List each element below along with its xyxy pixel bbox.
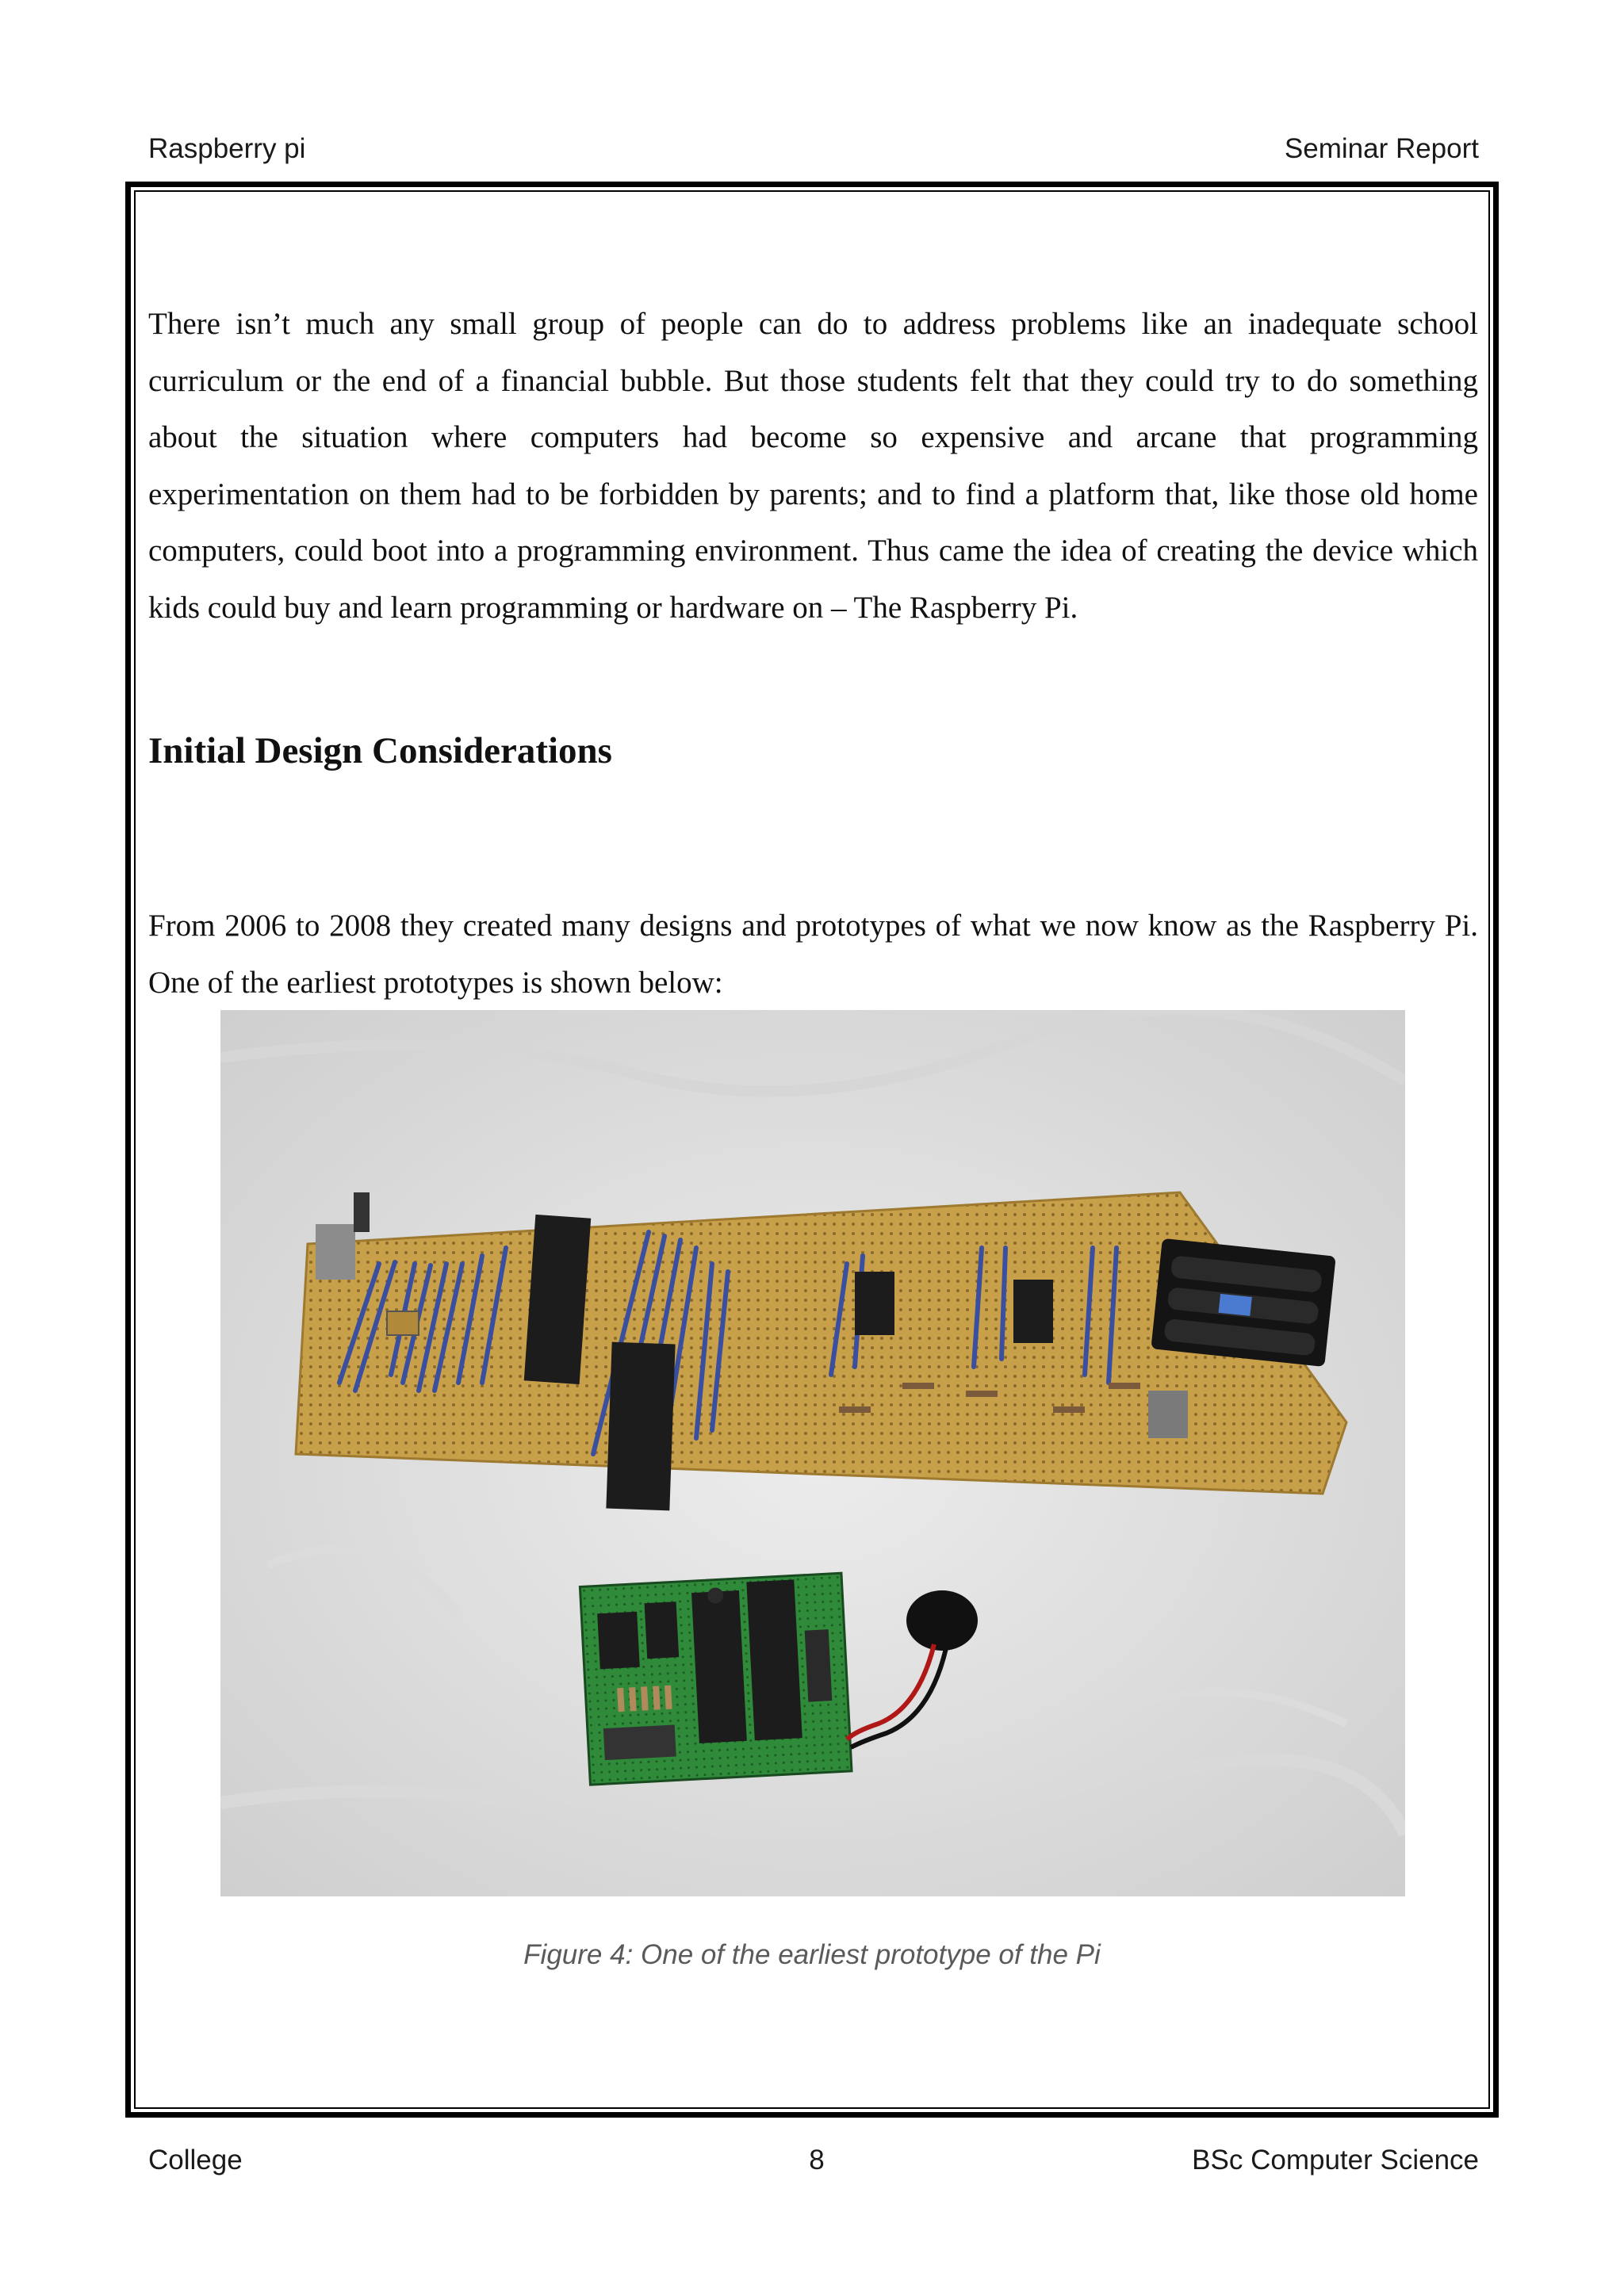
figure-caption: Figure 4: One of the earliest prototype of the Pi (523, 1939, 1101, 1970)
header-right: Seminar Report (1284, 133, 1479, 164)
footer-left: College (148, 2145, 243, 2175)
section-heading: Initial Design Considerations (148, 730, 612, 771)
prototype-photo (220, 1010, 1405, 1896)
header-left: Raspberry pi (148, 133, 306, 164)
paragraph-intro: There isn’t much any small group of people can do to address problems like an inadequate school curriculum or the end of a financial bubble. But those students felt that they could try to do something about the situation where computers had become so expensive and arcane that programming experimentation on them had to be forbidden by parents; and to find a platform that, like those old home computers, could boot into a programming environment. Thus came the idea of creating the device which kids could buy and learn programming or hardware on – The Raspberry Pi. (148, 307, 1478, 625)
paragraph-prototypes: From 2006 to 2008 they created many designs and prototypes of what we now know as the Raspberry Pi. One of the earliest prototypes is shown below: (148, 909, 1478, 1000)
page-number: 8 (809, 2145, 825, 2175)
footer-right: BSc Computer Science (1192, 2145, 1479, 2175)
